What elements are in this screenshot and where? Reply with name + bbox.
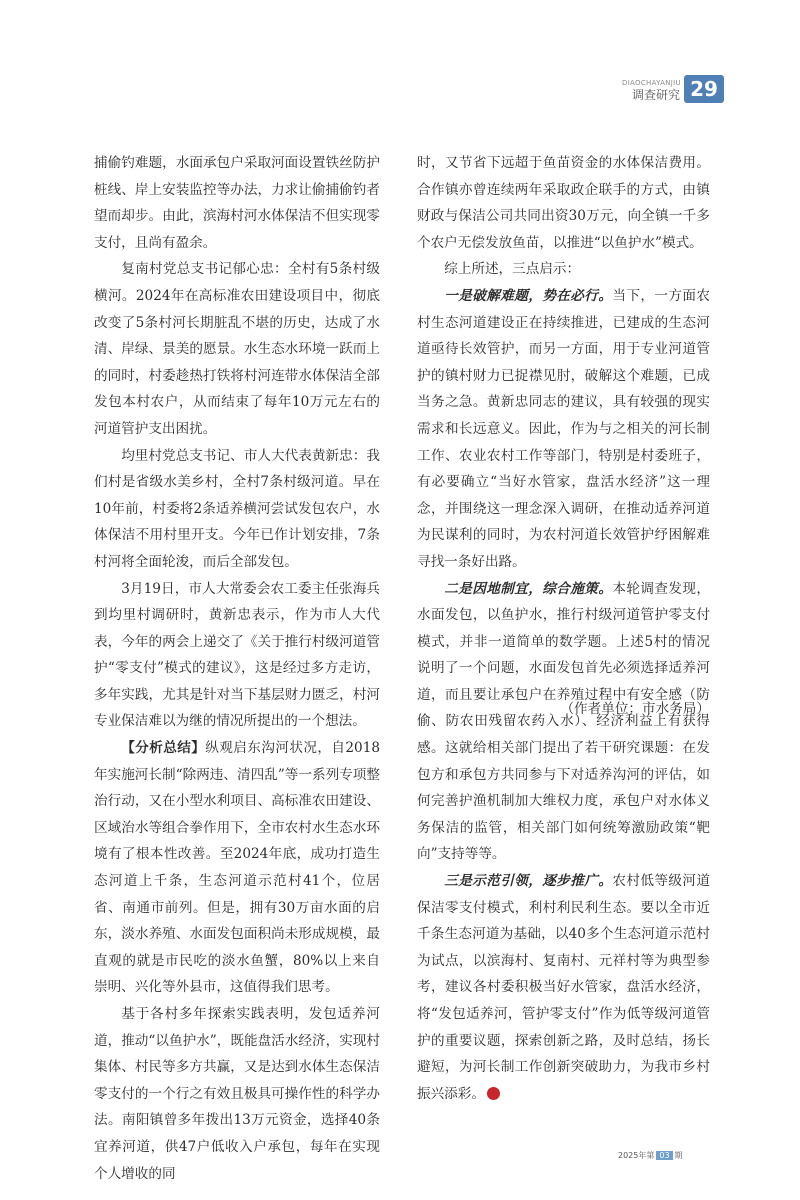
right-column — [417, 150, 710, 1107]
paragraph — [94, 735, 380, 1001]
paragraph — [417, 576, 710, 869]
footer-issue-suffix: 期 — [674, 1151, 683, 1160]
left-column — [94, 150, 380, 1187]
paragraph: 捕偷钓难题，水面承包户采取河面设置铁丝防护桩线、岸上安装监控等办法，力求让偷捕偷钓者望而却步。由此，滨海村河水体保洁不但实现零支付，且尚有盈余。 — [94, 155, 380, 251]
paragraph: 基于各村多年探索实践表明，发包适养河道，推动“以鱼护水”，既能盘活水经济，实现村集体、村民等多方共赢，又是达到水体生态保洁零支付的一个行之有效且极具可操作性的科学办法。南阳镇曾多年拨出13万元资金，选择40条宜养河道，供47户低收入户承包，每年在实现个人增收的同 — [94, 1006, 380, 1182]
end-mark-icon — [487, 1087, 500, 1100]
page-header — [622, 73, 782, 107]
footer-issue-number: 03 — [656, 1151, 672, 1160]
page-footer — [618, 1150, 708, 1161]
paragraph — [417, 868, 710, 1107]
paragraph-text: 纵观启东沟河状况，自2018年实施河长制“除两违、清四乱”等一系列专项整治行动，又在小型水利项目、高标准农田建设、区域治水等组合拳作用下，全市农村水生态水环境有了根本性改善。至2024年底，成功打造生态河道上千条，生态河道示范村41个，位居省、南通市前列。但是，拥有30万亩水面的启东，淡水养殖、水面发包面积尚未形成规模，最直观的就是市民吃的淡水鱼蟹，80%以上来自崇明、兴化等外县市，这值得我们思考。 — [94, 740, 380, 996]
page-number: 29 — [684, 75, 724, 103]
point-heading: 三是示范引领，逐步推广。 — [444, 873, 613, 890]
paragraph — [417, 283, 710, 576]
paragraph-text: 当下，一方面农村生态河道建设正在持续推进，已建成的生态河道亟待长效管护，而另一方面，用于专业河道管护的镇村财力已捉襟见肘，破解这个难题，已成当务之急。黄新忠同志的建议，具有较强的现实需求和长远意义。因此，作为与之相关的河长制工作、农业农村工作等部门，特别是村委班子，有必要确立“当好水管家，盘活水经济”这一理念，并围绕这一理念深入调研，在推动适养河道为民谋利的同时，为农村河道长效管护纾困解难寻找一条好出路。 — [417, 287, 711, 570]
analysis-label: 【分析总结】 — [121, 740, 206, 757]
paragraph: 时，又节省下远超于鱼苗资金的水体保洁费用。合作镇亦曾连续两年采取政企联手的方式，由镇财政与保洁公司共同出资30万元，向全镇一千多个农户无偿发放鱼苗，以推进“以鱼护水”模式。 — [417, 155, 710, 251]
footer-year: 2025年 — [618, 1151, 647, 1160]
paragraph: 复南村党总支书记郁心忠：全村有5条村级横河。2024年在高标准农田建设项目中，彻底改变了5条村河长期脏乱不堪的历史，达成了水清、岸绿、景美的愿景。水生态水环境一跃而上的同时，村委趁热打铁将村河连带水体保洁全部发包本村农户，从而结束了每年10万元左右的河道管护支出困扰。 — [94, 261, 380, 437]
point-heading: 一是破解难题，势在必行。 — [444, 287, 613, 304]
paragraph: 均里村党总支书记、市人大代表黄新忠：我们村是省级水美乡村，全村7条村级河道。早在10年前，村委将2条适养横河尝试发包农户，水体保洁不用村里开支。今年已作计划安排，7条村河将全面轮浚，而后全部发包。 — [94, 447, 380, 570]
section-pinyin: DIAOCHAYANJIU — [622, 79, 681, 87]
paragraph: 综上所述，三点启示： — [444, 261, 581, 278]
point-heading: 二是因地制宜，综合施策。 — [444, 580, 613, 597]
footer-issue-prefix: 第 — [646, 1151, 655, 1160]
paragraph: 3月19日，市人大常委会农工委主任张海兵到均里村调研时，黄新忠表示，作为市人大代表，今年的两会上递交了《关于推行村级河道管护“零支付”模式的建议》，这是经过多方走访，多年实践，尤其是针对当下基层财力匮乏，村河专业保洁难以为继的情况所提出的一个想法。 — [94, 580, 380, 730]
paragraph-text: 农村低等级河道保洁零支付模式，利村利民利生态。要以全市近千条生态河道为基础，以40多个生态河道示范村为试点，以滨海村、复南村、元祥村等为典型参考，建议各村委积极当好水管家，盘活水经济，将“发包适养河，管护零支付”作为低等级河道管护的重要议题，探索创新之路，及时总结，扬长避短，为河长制工作创新突破助力，为我市乡村振兴添彩。 — [417, 873, 711, 1102]
section-title: 调查研究 — [631, 88, 680, 102]
paragraph-text: 本轮调查发现，水面发包，以鱼护水，推行村级河道管护零支付模式，并非一道简单的数学题。上述5村的情况说明了一个问题，水面发包首先必须选择适养河道，而且要让承包户在养殖过程中有安全感（防偷、防农田残留农药入水）、经济利益上有获得感。这就给相关部门提出了若干研究课题：在发包方和承包方共同参与下对适养沟河的评估，如何完善护渔机制加大维权力度，承包户对水体义务保洁的监管，相关部门如何统筹激励政策“靶向”支持等等。 — [417, 580, 711, 863]
author-affiliation: （作者单位：市水务局） — [560, 701, 710, 717]
